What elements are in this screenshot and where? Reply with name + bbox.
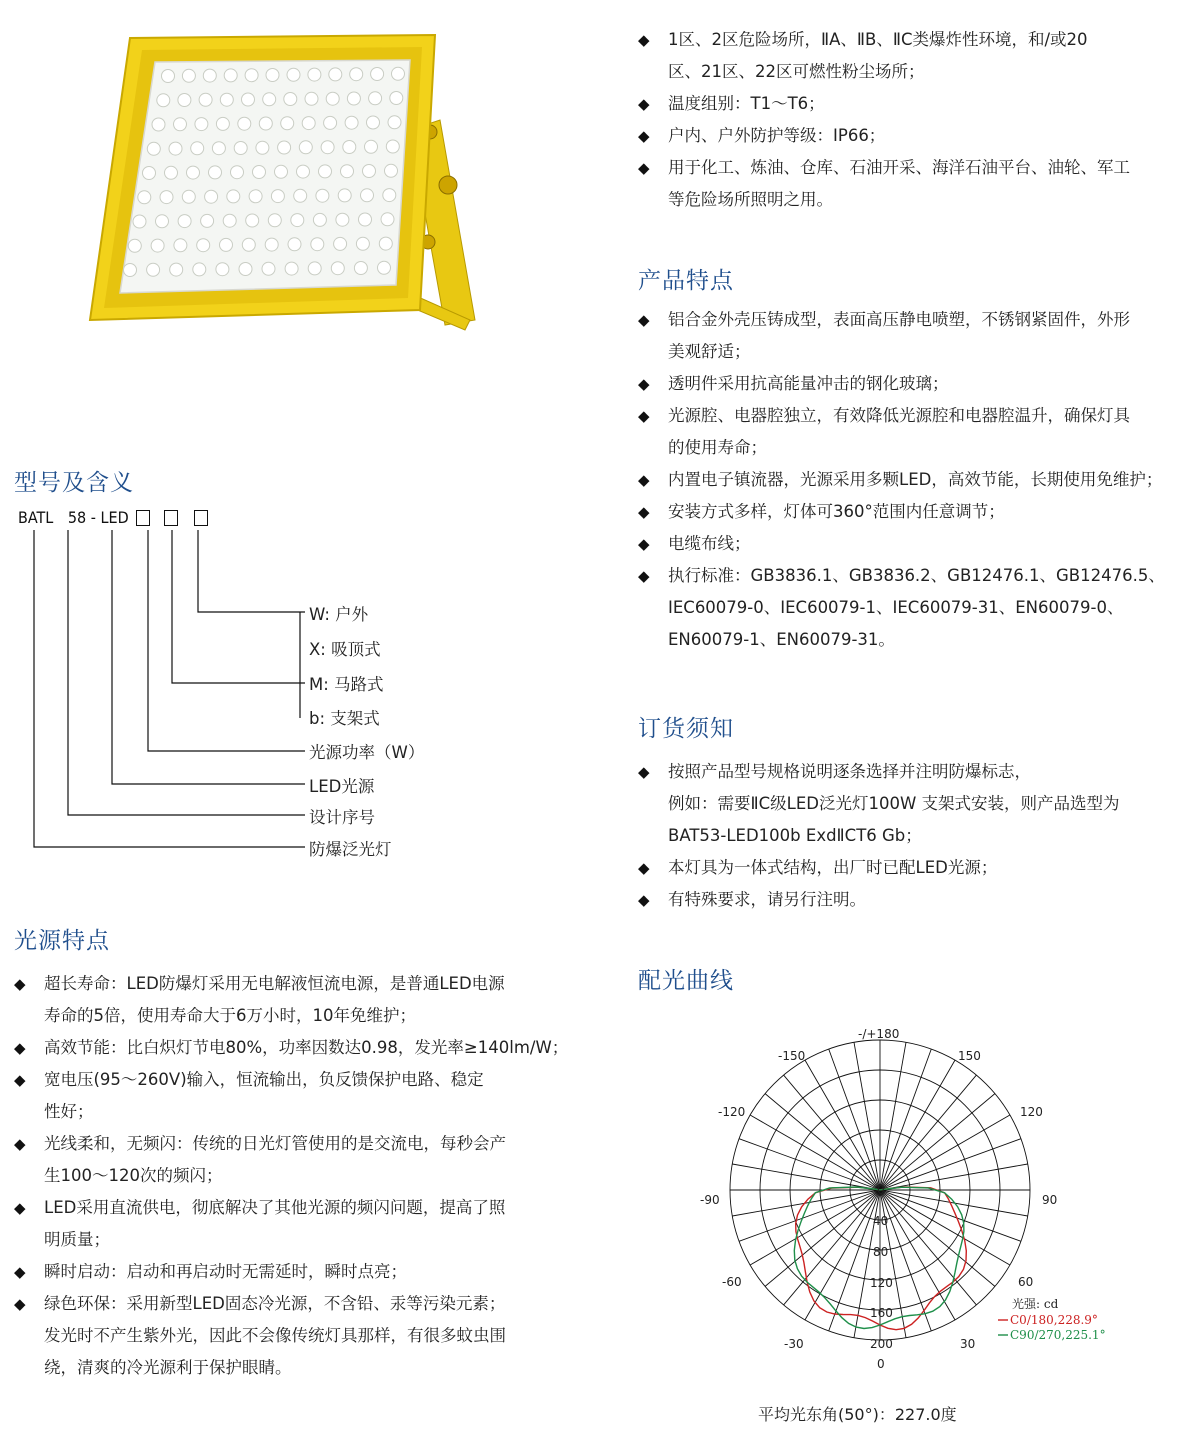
led-dot	[124, 264, 137, 277]
radial-label-200: 200	[870, 1337, 893, 1351]
legend-c0: C0/180,228.9°	[1010, 1313, 1098, 1327]
led-dot	[285, 262, 298, 275]
bullet-line: ◆ 电缆布线；	[668, 534, 751, 553]
led-dot	[234, 142, 247, 155]
led-dot	[331, 262, 344, 275]
radial-label-80: 80	[873, 1245, 889, 1259]
led-dot	[160, 191, 173, 204]
bullet-item	[14, 1064, 584, 1128]
bullet-line: ◆ 户内、户外防护等级：IP66；	[668, 126, 886, 145]
led-dot	[281, 117, 294, 130]
led-dot	[334, 237, 347, 250]
led-dot	[133, 215, 146, 228]
bullet-item	[14, 968, 584, 1032]
led-dot	[203, 69, 216, 82]
bullet-item	[638, 756, 1198, 852]
bullet-line: ◆ 绿色环保：采用新型LED固态冷光源，不含铅、汞等污染元素；	[44, 1294, 506, 1313]
led-dot	[324, 116, 337, 129]
bullet-item	[638, 852, 1198, 884]
led-dot	[311, 238, 324, 251]
label-m-road: M: 马路式	[309, 675, 384, 694]
bullet-line: ◆ 瞬时启动：启动和再启动时无需延时，瞬时点亮；	[44, 1262, 407, 1281]
led-dot	[386, 140, 399, 153]
bullet-line: 例如：需要ⅡC级LED泛光灯100W 支架式安装，则产品选型为	[668, 794, 1120, 813]
led-dot	[299, 141, 312, 154]
led-dot	[297, 165, 310, 178]
bullet-line: ◆ 本灯具为一体式结构，出厂时已配LED光源；	[668, 858, 998, 877]
angle-label-m150: -150	[778, 1049, 806, 1063]
label-b-bracket: b: 支架式	[309, 709, 380, 728]
led-dot	[242, 93, 255, 106]
led-dot	[143, 167, 156, 180]
polar-title: 配光曲线	[638, 968, 734, 994]
bullet-line: 绕，清爽的冷光源利于保护眼睛。	[44, 1358, 292, 1377]
led-dot	[182, 69, 195, 82]
led-dot	[275, 165, 288, 178]
product-image	[80, 20, 500, 370]
bullet-item	[638, 368, 1198, 400]
led-dot	[371, 68, 384, 81]
bullet-line: ◆ 1区、2区危险场所，ⅡA、ⅡB、ⅡC类爆炸性环境，和/或20	[668, 30, 1088, 49]
led-dot	[220, 93, 233, 106]
angle-label-p30: 30	[960, 1337, 976, 1351]
bullet-line: 性好；	[44, 1102, 94, 1121]
bullet-line: ◆ 按照产品型号规格说明逐条选择并注明防爆标志，	[668, 762, 1031, 781]
angle-label-p90: 90	[1042, 1193, 1058, 1207]
led-dot	[266, 69, 279, 82]
angle-label-m30: -30	[784, 1337, 804, 1351]
led-dot	[199, 93, 212, 106]
led-dot	[263, 93, 276, 106]
angle-label-0: 0	[877, 1357, 885, 1371]
bullet-line: ◆ 高效节能：比白炽灯节电80%，功率因数达0.98，发光率≥140lm/W；	[44, 1038, 569, 1057]
led-dot	[195, 118, 208, 131]
led-dot	[308, 262, 321, 275]
led-dot	[338, 189, 351, 202]
bullet-item	[638, 560, 1198, 656]
led-dot	[329, 68, 342, 81]
led-dot	[319, 165, 332, 178]
scope-list	[638, 24, 1198, 216]
led-dot	[288, 238, 301, 251]
legend-title: 光强: cd	[1012, 1297, 1059, 1311]
bullet-line: 明质量；	[44, 1230, 110, 1249]
bullet-line: ◆ 铝合金外壳压铸成型，表面高压静电喷塑，不锈钢紧固件，外形	[668, 310, 1130, 329]
bullet-item	[14, 1288, 584, 1384]
led-dot	[287, 68, 300, 81]
led-dot	[170, 263, 183, 276]
label-led-source: LED光源	[309, 777, 375, 796]
led-dot	[224, 69, 237, 82]
led-dot	[162, 70, 175, 83]
light-source-title: 光源特点	[14, 928, 110, 954]
led-dot	[294, 189, 307, 202]
led-dot	[284, 93, 297, 106]
angle-label-p150: 150	[958, 1049, 981, 1063]
angle-label-180: -/+180	[858, 1027, 900, 1041]
led-dot	[193, 263, 206, 276]
led-dot	[152, 118, 165, 131]
label-w-outdoor: W: 户外	[309, 605, 369, 624]
angle-label-m60: -60	[722, 1275, 742, 1289]
bullet-line: BAT53-LED100b ExdⅡCT6 Gb；	[668, 826, 922, 845]
code-part-brand: BATL	[18, 508, 54, 527]
led-dot	[147, 263, 160, 276]
led-dot	[138, 191, 151, 204]
led-dot	[169, 142, 182, 155]
led-dot	[354, 262, 367, 275]
bullet-item	[14, 1192, 584, 1256]
led-dot	[361, 189, 374, 202]
led-dot	[262, 262, 275, 275]
label-floodlight: 防爆泛光灯	[309, 840, 392, 859]
led-dot	[223, 214, 236, 227]
bullet-item	[14, 1256, 584, 1288]
led-dot	[178, 215, 191, 228]
led-dot	[182, 190, 195, 203]
led-dot	[156, 215, 169, 228]
led-dot	[174, 118, 187, 131]
bullet-line: 的使用寿命；	[668, 438, 767, 457]
bullet-item	[638, 464, 1198, 496]
led-dot	[378, 261, 391, 274]
bullet-item	[638, 120, 1198, 152]
led-dot	[259, 117, 272, 130]
features-title: 产品特点	[638, 268, 734, 294]
bullet-line: ◆ 安装方式多样，灯体可360°范围内任意调节；	[668, 502, 1005, 521]
bullet-item	[14, 1128, 584, 1192]
bullet-line: EN60079-1、EN60079-31。	[668, 630, 895, 649]
led-dot	[209, 166, 222, 179]
led-dot	[268, 214, 281, 227]
radial-label-160: 160	[870, 1306, 893, 1320]
ordering-title: 订货须知	[638, 716, 734, 742]
led-dot	[174, 239, 187, 252]
bullet-item	[638, 152, 1198, 216]
bullet-item	[638, 496, 1198, 528]
bullet-item	[14, 1032, 584, 1064]
led-dot	[365, 140, 378, 153]
led-dot	[238, 117, 251, 130]
bullet-line: 寿命的5倍，使用寿命大于6万小时，10年免维护；	[44, 1006, 416, 1025]
bullet-line: IEC60079-0、IEC60079-1、IEC60079-31、EN60079-0、	[668, 598, 1124, 617]
led-dot	[316, 189, 329, 202]
led-dot	[379, 237, 392, 250]
bullet-item	[638, 304, 1198, 368]
bullet-line: 发光时不产生紫外光，因此不会像传统灯具那样，有很多蚊虫围	[44, 1326, 506, 1345]
angle-label-p60: 60	[1018, 1275, 1034, 1289]
bullet-line: 美观舒适；	[668, 342, 751, 361]
bullet-item	[638, 24, 1198, 88]
bullet-line: ◆ 用于化工、炼油、仓库、石油开采、海洋石油平台、油轮、军工	[668, 158, 1130, 177]
led-dot	[383, 189, 396, 202]
led-dot	[343, 141, 356, 154]
label-design-no: 设计序号	[309, 808, 375, 827]
angle-label-m90: -90	[700, 1193, 720, 1207]
polar-chart	[690, 1020, 1150, 1430]
bullet-line: 区、21区、22区可燃性粉尘场所；	[668, 62, 925, 81]
led-dot	[147, 142, 160, 155]
code-part-dash: -	[90, 508, 96, 527]
led-dot	[367, 116, 380, 129]
led-dot	[326, 92, 339, 105]
led-dot	[359, 213, 372, 226]
led-dot	[350, 68, 363, 81]
led-dot	[313, 213, 326, 226]
bullet-line: ◆ 有特殊要求，请另行注明。	[668, 890, 866, 909]
led-dot	[245, 69, 258, 82]
code-part-series: 58	[67, 508, 87, 527]
led-dot	[256, 141, 269, 154]
led-dot	[369, 92, 382, 105]
led-dot	[165, 166, 178, 179]
led-dot	[291, 214, 304, 227]
bullet-line: ◆ 透明件采用抗高能量冲击的钢化玻璃；	[668, 374, 949, 393]
led-dot	[151, 239, 164, 252]
led-dot	[302, 117, 315, 130]
bullet-line: ◆ 温度组别：T1～T6；	[668, 94, 825, 113]
bullet-line: ◆ 超长寿命：LED防爆灯采用无电解液恒流电源，是普通LED电源	[44, 974, 505, 993]
features-list	[638, 304, 1198, 656]
bullet-item	[638, 528, 1198, 560]
bullet-line: ◆ 内置电子镇流器，光源采用多颗LED，高效节能，长期使用免维护；	[668, 470, 1163, 489]
led-dot	[201, 214, 214, 227]
led-dot	[197, 239, 210, 252]
led-dot	[246, 214, 259, 227]
angle-label-m120: -120	[718, 1105, 746, 1119]
bullet-item	[638, 400, 1198, 464]
led-dot	[216, 117, 229, 130]
label-power: 光源功率（W）	[309, 743, 425, 762]
code-part-led: LED	[100, 508, 129, 527]
led-dot	[216, 263, 229, 276]
radial-label-120: 120	[870, 1276, 893, 1290]
bullet-line: 等危险场所照明之用。	[668, 190, 833, 209]
bullet-line: ◆ 执行标准：GB3836.1、GB3836.2、GB12476.1、GB12476.5、	[668, 566, 1165, 585]
led-dot	[191, 142, 204, 155]
led-dot	[390, 92, 403, 105]
led-dot	[356, 237, 369, 250]
led-dot	[347, 92, 360, 105]
led-dot	[187, 166, 200, 179]
led-dot	[227, 190, 240, 203]
led-dot	[341, 165, 354, 178]
bullet-line: ◆ 光线柔和，无频闪：传统的日光灯管使用的是交流电，每秒会产	[44, 1134, 506, 1153]
bullet-item	[638, 88, 1198, 120]
led-dot	[239, 263, 252, 276]
led-dot	[345, 116, 358, 129]
led-dot	[392, 67, 405, 80]
label-x-ceiling: X: 吸顶式	[309, 640, 381, 659]
ordering-list	[638, 756, 1198, 916]
led-dot	[336, 213, 349, 226]
led-dot	[388, 116, 401, 129]
led-dot	[308, 68, 321, 81]
led-dot	[157, 94, 170, 107]
led-dot	[321, 141, 334, 154]
polar-caption: 平均光东角(50°)：227.0度	[758, 1405, 957, 1424]
bullet-line: ◆ LED采用直流供电，彻底解决了其他光源的频闪问题，提高了照	[44, 1198, 506, 1217]
led-dot	[271, 190, 284, 203]
led-dot	[231, 166, 244, 179]
led-dot	[253, 166, 266, 179]
led-dot	[178, 94, 191, 107]
led-dot	[381, 213, 394, 226]
led-dot	[249, 190, 262, 203]
bullet-line: 生100～120次的频闪；	[44, 1166, 223, 1185]
led-dot	[385, 164, 398, 177]
led-dot	[220, 238, 233, 251]
radial-label-40: 40	[873, 1214, 889, 1228]
angle-label-p120: 120	[1020, 1105, 1043, 1119]
model-title: 型号及含义	[14, 470, 134, 496]
led-dot	[305, 92, 318, 105]
led-dot	[212, 142, 225, 155]
model-tree-lines	[0, 520, 320, 860]
led-dot	[128, 239, 141, 252]
led-dot	[363, 165, 376, 178]
led-dot	[278, 141, 291, 154]
legend-c90: C90/270,225.1°	[1010, 1328, 1106, 1342]
led-dot	[265, 238, 278, 251]
radial-label-0: 0	[877, 1183, 885, 1197]
led-dot	[205, 190, 218, 203]
bullet-line: ◆ 宽电压(95～260V)输入，恒流输出，负反馈保护电路、稳定	[44, 1070, 484, 1089]
led-dot	[242, 238, 255, 251]
bullet-line: ◆ 光源腔、电器腔独立，有效降低光源腔和电器腔温升，确保灯具	[668, 406, 1130, 425]
light-source-list	[14, 968, 584, 1384]
bullet-item	[638, 884, 1198, 916]
